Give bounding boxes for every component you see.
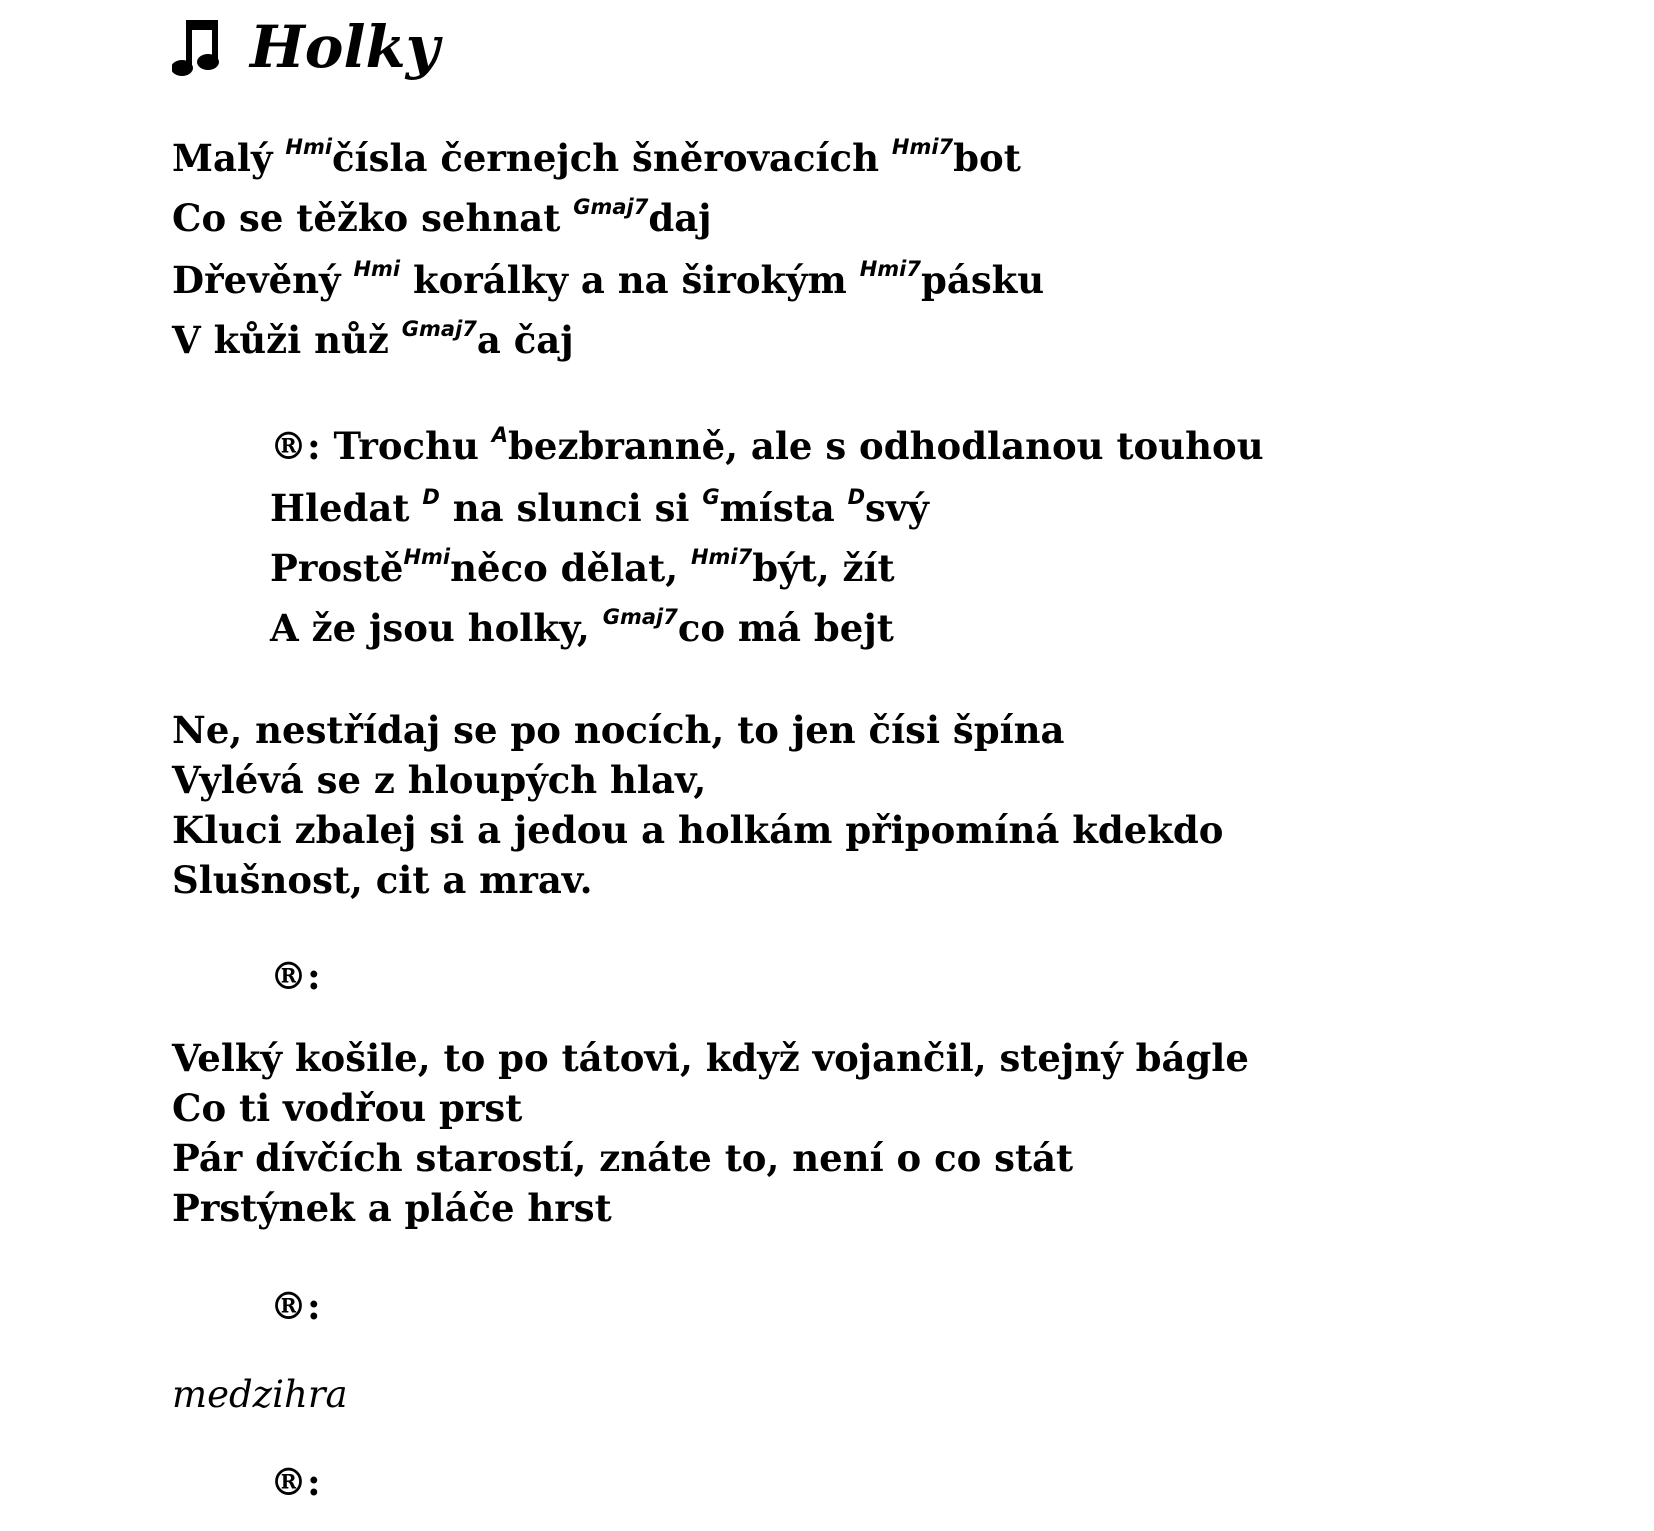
lyric-text: Malý [172,136,286,180]
lyric-text: Co se těžko sehnat [172,196,574,240]
chorus-mark-3: ®: [270,1460,321,1504]
verse3-line-2: Co ti vodřou prst [172,1086,523,1130]
lyric-text: bezbranně, ale s odhodlanou touhou [508,424,1264,468]
chord-symbol: Hmi [285,135,333,159]
verse2-line-1: Ne, nestřídaj se po nocích, to jen čísi špína [172,708,1065,752]
lyric-text: být, žít [752,546,895,590]
lyric-text: čísla černejch šněrovacích [332,136,892,180]
verse3-line-1: Velký košile, to po tátovi, když vojančil, stejný bágle [172,1036,1249,1080]
lyric-text: daj [648,196,712,240]
chord-symbol: G [702,485,720,509]
chord-symbol: Hmi7 [859,257,921,281]
verse1-line-1 [172,135,1021,180]
interlude-label: medzihra [172,1373,348,1416]
chord-symbol: D [422,485,440,509]
chorus-line-1 [270,423,1264,468]
lyric-text: korálky a na širokým [400,258,860,302]
chord-symbol: Gmaj7 [573,195,649,219]
lyric-text: Hledat [270,486,423,530]
chord-symbol: Hmi7 [891,135,954,159]
chord-symbol: A [491,423,509,447]
lyric-text: bot [953,136,1021,180]
lyric-text: ®: Trochu [270,424,492,468]
lyric-text: co má bejt [677,606,894,650]
lyric-text: něco dělat, [450,546,691,590]
song-title: Holky [250,13,440,81]
lyric-text: svý [865,486,929,530]
lyric-text: Prostě [270,546,404,590]
lyric-text: pásku [920,258,1045,302]
verse2-line-3: Kluci zbalej si a jedou a holkám připomíná kdekdo [172,808,1224,852]
lyric-text: Dřevěný [172,258,354,302]
chorus-line-2 [270,485,929,530]
verse1-line-2 [172,195,712,240]
verse3-line-3: Pár dívčích starostí, znáte to, není o co stát [172,1136,1074,1180]
music-note-icon [172,14,226,80]
chorus-line-4 [270,605,894,650]
chord-symbol: Hmi [403,545,451,569]
chorus-line-3 [270,545,895,590]
lyric-text: a čaj [476,318,574,362]
lyric-text: místa [719,486,848,530]
verse1-line-3 [172,257,1045,302]
lyric-text: na slunci si [439,486,703,530]
verse3-line-4: Prstýnek a pláče hrst [172,1186,612,1230]
song-title-row [172,14,439,80]
lyric-text: V kůži nůž [172,318,402,362]
chorus-mark-2: ®: [270,1284,321,1328]
verse1-line-4 [172,317,574,362]
chord-symbol: Gmaj7 [602,605,678,629]
chord-symbol: Gmaj7 [401,317,477,341]
chord-symbol: D [847,485,866,509]
verse2-line-4: Slušnost, cit a mrav. [172,858,593,902]
chorus-mark-1: ®: [270,954,321,998]
chord-symbol: Hmi7 [690,545,753,569]
lyric-text: A že jsou holky, [270,606,603,650]
verse2-line-2: Vylévá se z hloupých hlav, [172,758,707,802]
chord-symbol: Hmi [353,257,401,281]
